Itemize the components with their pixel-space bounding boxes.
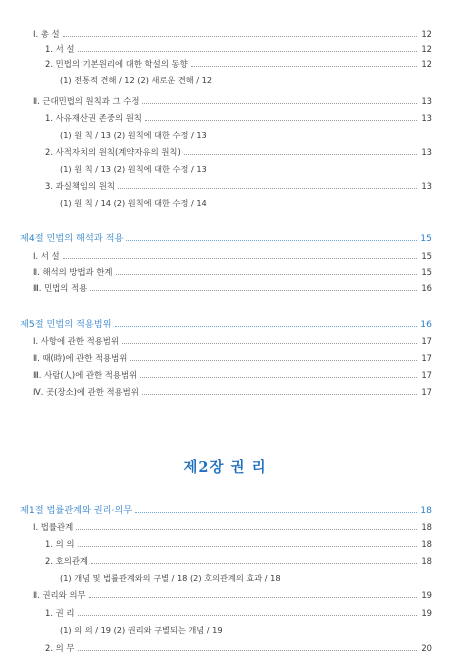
toc-entry[interactable] xyxy=(33,251,432,262)
toc-entry-label: Ⅱ. 권리와 의무 xyxy=(33,590,86,600)
dot-leader xyxy=(116,274,418,275)
toc-page-number: 19 xyxy=(421,608,432,618)
toc-entry-label: 3. 과실책임의 원칙 xyxy=(45,181,115,191)
toc-page-number: 13 xyxy=(421,96,432,106)
toc-entry-label: Ⅱ. 때(時)에 관한 적용범위 xyxy=(33,353,128,363)
toc-section-4[interactable] xyxy=(20,233,432,244)
toc-subentries: (1) 전통적 견해 / 12 (2) 새로운 견해 / 12 xyxy=(60,75,213,85)
toc-entry[interactable] xyxy=(33,522,432,533)
section-title: 제1절 법률관계와 권리·의무 xyxy=(20,505,133,516)
toc-page-number: 19 xyxy=(421,590,432,600)
dot-leader xyxy=(91,563,417,564)
toc-entry-label: Ⅲ. 민법의 적용 xyxy=(33,283,88,293)
toc-entry[interactable] xyxy=(33,353,432,364)
dot-leader xyxy=(184,154,417,155)
dot-leader xyxy=(78,615,418,616)
toc-entry[interactable] xyxy=(45,44,432,55)
toc-entry-label: Ⅱ. 해석의 방법과 한계 xyxy=(33,267,113,277)
toc-entry-label: 2. 민법의 기본원리에 대한 학설의 동향 xyxy=(45,59,188,69)
toc-entry-label: 1. 사유재산권 존중의 원칙 xyxy=(45,113,142,123)
dot-leader xyxy=(63,36,417,37)
toc-subentries: (1) 원 칙 / 14 (2) 원칙에 대한 수정 / 14 xyxy=(60,198,207,208)
toc-entry-label: 2. 사적자치의 원칙(계약자유의 원칙) xyxy=(45,147,181,157)
section-title: 제5절 민법의 적용범위 xyxy=(20,319,112,330)
toc-page-number: 13 xyxy=(421,113,432,123)
dot-leader xyxy=(126,240,417,241)
toc-entry[interactable] xyxy=(45,556,432,567)
toc-page-number: 16 xyxy=(421,283,432,293)
toc-page-number: 18 xyxy=(420,505,432,516)
toc-entry-label: 2. 호의관계 xyxy=(45,556,89,566)
toc-entry[interactable] xyxy=(45,608,432,619)
toc-section-1[interactable] xyxy=(20,505,432,516)
dot-leader xyxy=(89,597,417,598)
toc-entry[interactable] xyxy=(45,147,432,158)
dot-leader xyxy=(115,326,417,327)
dot-leader xyxy=(140,377,417,378)
dot-leader xyxy=(90,290,417,291)
toc-entry-label: Ⅰ. 사항에 관한 적용범위 xyxy=(33,336,119,346)
toc-entry[interactable] xyxy=(33,336,432,347)
toc-page-number: 17 xyxy=(421,336,432,346)
dot-leader xyxy=(63,258,417,259)
toc-page-number: 13 xyxy=(421,181,432,191)
dot-leader xyxy=(118,188,417,189)
dot-leader xyxy=(145,120,417,121)
toc-subentries: (1) 의 의 / 19 (2) 권리와 구별되는 개념 / 19 xyxy=(60,625,223,635)
toc-entry[interactable] xyxy=(45,59,432,70)
toc-entry[interactable] xyxy=(45,539,432,550)
toc-entry[interactable] xyxy=(33,387,432,398)
toc-entry[interactable] xyxy=(45,113,432,124)
toc-entry[interactable] xyxy=(45,181,432,192)
dot-leader xyxy=(78,51,418,52)
toc-subentries: (1) 개념 및 법률관계와의 구별 / 18 (2) 호의관계의 효과 / 18 xyxy=(60,573,281,583)
toc-page-number: 12 xyxy=(421,29,432,39)
toc-entry[interactable] xyxy=(33,96,432,107)
toc-entry[interactable] xyxy=(45,643,432,654)
toc-entry-label: Ⅰ. 서 설 xyxy=(33,251,60,261)
dot-leader xyxy=(142,103,417,104)
toc-page-number: 15 xyxy=(421,267,432,277)
toc-page-number: 12 xyxy=(421,59,432,69)
dot-leader xyxy=(191,66,417,67)
toc-entry[interactable] xyxy=(33,590,432,601)
toc-entry-label: Ⅱ. 근대민법의 원칙과 그 수정 xyxy=(33,96,140,106)
toc-page-number: 17 xyxy=(421,370,432,380)
toc-entry-label: Ⅰ. 법률관계 xyxy=(33,522,74,532)
toc-page-number: 17 xyxy=(421,387,432,397)
dot-leader xyxy=(78,546,418,547)
section-title: 제4절 민법의 해석과 적용 xyxy=(20,233,124,244)
toc-subentries: (1) 원 칙 / 13 (2) 원칙에 대한 수정 / 13 xyxy=(60,164,207,174)
toc-entry-label: 1. 권 리 xyxy=(45,608,75,618)
dot-leader xyxy=(78,650,418,651)
toc-entry-label: 2. 의 무 xyxy=(45,643,75,653)
toc-page-number: 15 xyxy=(421,251,432,261)
toc-section-5[interactable] xyxy=(20,319,432,330)
chapter-title: 제2장 권 리 xyxy=(183,459,267,476)
toc-entry-label: Ⅰ. 총 설 xyxy=(33,29,60,39)
dot-leader xyxy=(142,394,417,395)
toc-entry-label: 1. 서 설 xyxy=(45,44,75,54)
toc-page-number: 12 xyxy=(421,44,432,54)
toc-entry[interactable] xyxy=(33,370,432,381)
toc-entry-label: Ⅳ. 곳(장소)에 관한 적용범위 xyxy=(33,387,139,397)
dot-leader xyxy=(130,360,417,361)
toc-page-number: 16 xyxy=(420,319,432,330)
toc-entry[interactable] xyxy=(33,283,432,294)
toc-page-number: 18 xyxy=(421,539,432,549)
toc-entry-label: Ⅲ. 사람(人)에 관한 적용범위 xyxy=(33,370,138,380)
dot-leader xyxy=(76,529,417,530)
toc-page-number: 13 xyxy=(421,147,432,157)
toc-entry[interactable] xyxy=(33,267,432,278)
toc-page-number: 15 xyxy=(420,233,432,244)
toc-entry-label: 1. 의 의 xyxy=(45,539,75,549)
dot-leader xyxy=(135,512,417,513)
dot-leader xyxy=(122,343,417,344)
toc-page-number: 20 xyxy=(421,643,432,653)
toc-entry[interactable] xyxy=(33,29,432,40)
toc-page-number: 18 xyxy=(421,556,432,566)
toc-page-number: 18 xyxy=(421,522,432,532)
toc-subentries: (1) 원 칙 / 13 (2) 원칙에 대한 수정 / 13 xyxy=(60,130,207,140)
toc-page-number: 17 xyxy=(421,353,432,363)
